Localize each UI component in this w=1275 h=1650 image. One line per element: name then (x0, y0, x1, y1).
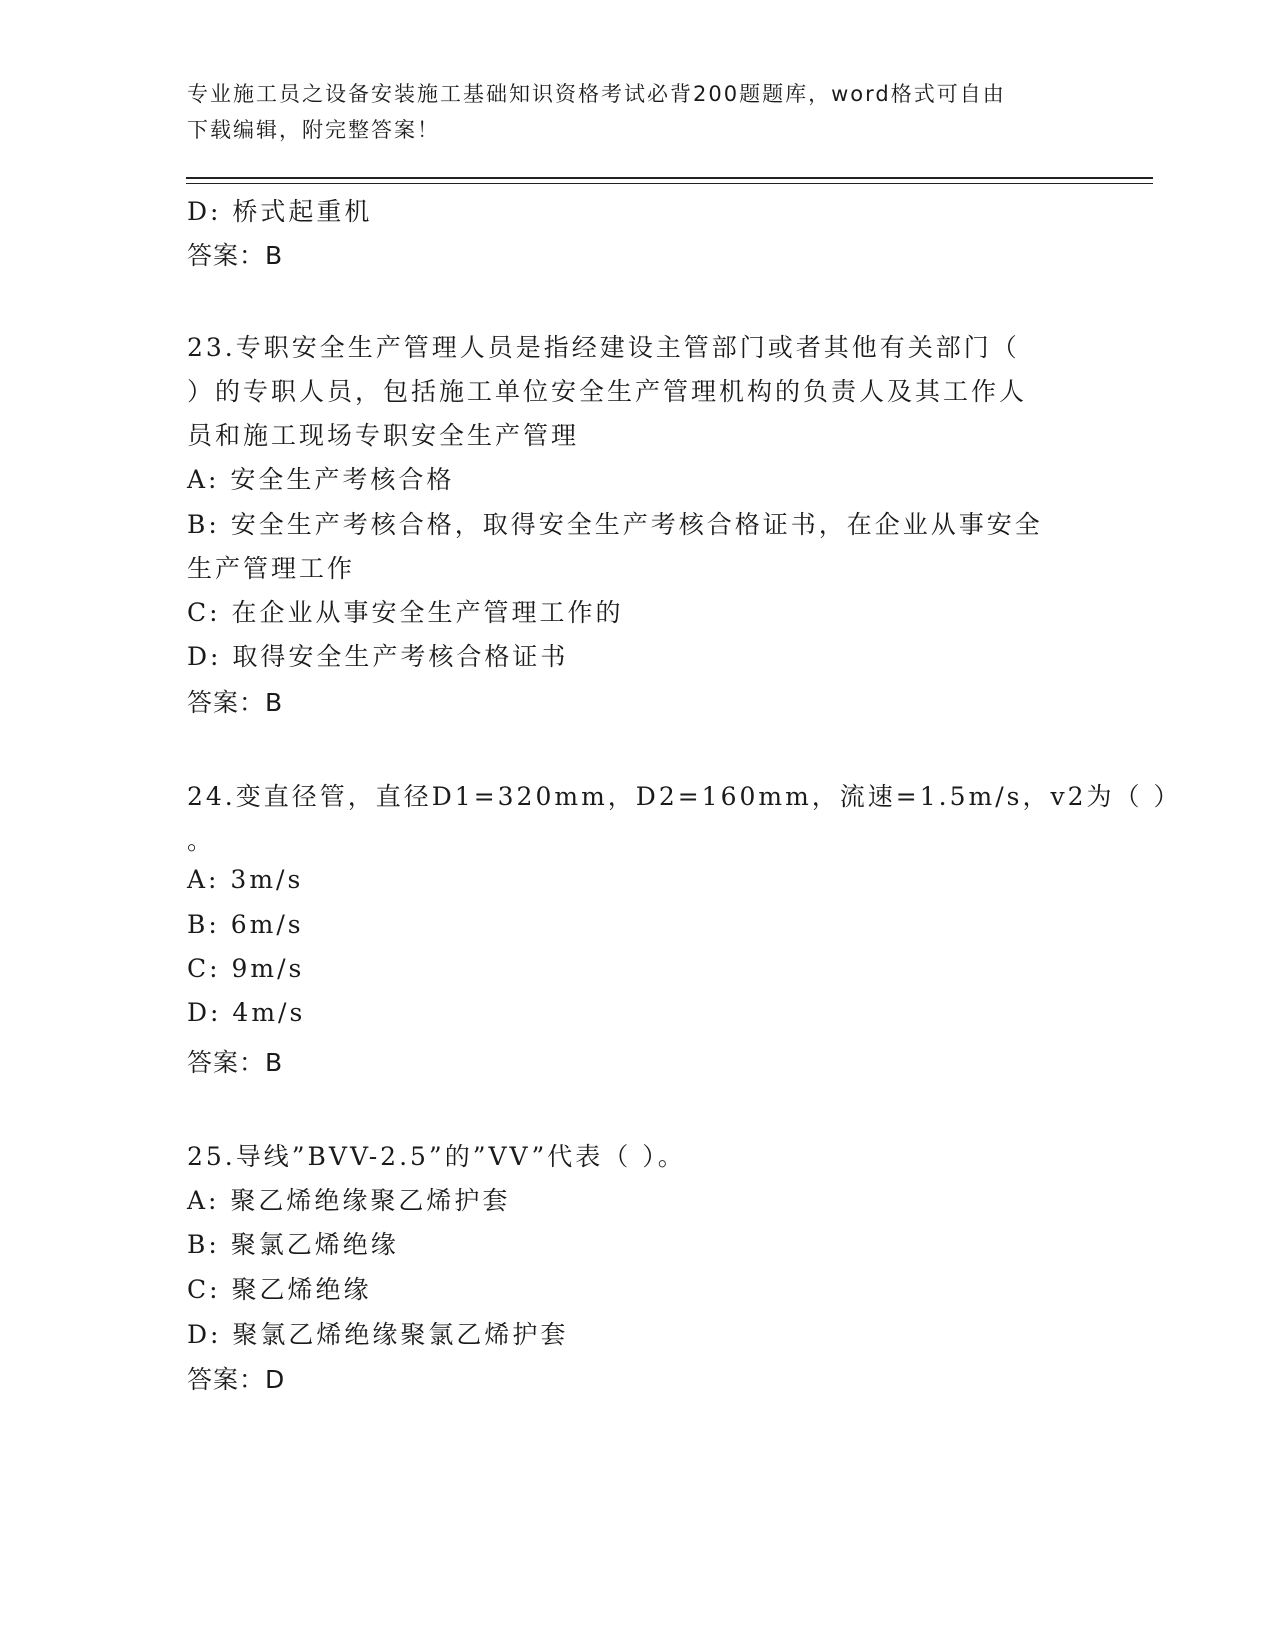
q24-option-d: D: 4m/s (187, 998, 306, 1027)
q24-stem-line-2: 。 (187, 826, 216, 855)
q24-answer: 答案：B (187, 1048, 284, 1077)
q23-stem-line-1: 23.专职安全生产管理人员是指经建设主管部门或者其他有关部门（ (187, 333, 1020, 362)
header-line-2: 下载编辑，附完整答案！ (187, 118, 440, 142)
q25-option-d: D: 聚氯乙烯绝缘聚氯乙烯护套 (187, 1320, 569, 1349)
q23-option-d: D: 取得安全生产考核合格证书 (187, 642, 569, 671)
q23-answer: 答案：B (187, 688, 284, 717)
header-divider-thick (186, 177, 1153, 179)
document-header (187, 76, 1087, 148)
q23-stem-line-3: 员和施工现场专职安全生产管理 (187, 421, 580, 450)
prev-option-d: D: 桥式起重机 (187, 197, 373, 226)
header-divider-thin (186, 183, 1153, 184)
q25-option-b: B: 聚氯乙烯绝缘 (187, 1230, 399, 1259)
q24-option-c: C: 9m/s (187, 954, 305, 983)
q23-option-b-line-1: B: 安全生产考核合格，取得安全生产考核合格证书，在企业从事安全 (187, 510, 1043, 539)
q23-option-a: A: 安全生产考核合格 (187, 465, 455, 494)
q25-stem-line-1: 25.导线”BVV-2.5”的”VV”代表（ ）。 (187, 1142, 686, 1171)
q24-option-b: B: 6m/s (187, 910, 304, 939)
header-line-1: 专业施工员之设备安装施工基础知识资格考试必背200题题库，word格式可自由 (187, 82, 1006, 106)
q25-option-a: A: 聚乙烯绝缘聚乙烯护套 (187, 1186, 511, 1215)
q23-option-c: C: 在企业从事安全生产管理工作的 (187, 598, 624, 627)
prev-answer: 答案：B (187, 241, 284, 270)
q25-answer: 答案：D (187, 1365, 286, 1394)
q25-option-c: C: 聚乙烯绝缘 (187, 1275, 372, 1304)
q24-stem-line-1: 24.变直径管，直径D1=320mm，D2=160mm，流速=1.5m/s，v2为（ ） (187, 782, 1182, 811)
q24-option-a: A: 3m/s (187, 865, 304, 894)
q23-stem-line-2: ）的专职人员，包括施工单位安全生产管理机构的负责人及其工作人 (187, 377, 1028, 406)
q23-option-b-line-2: 生产管理工作 (187, 554, 356, 583)
